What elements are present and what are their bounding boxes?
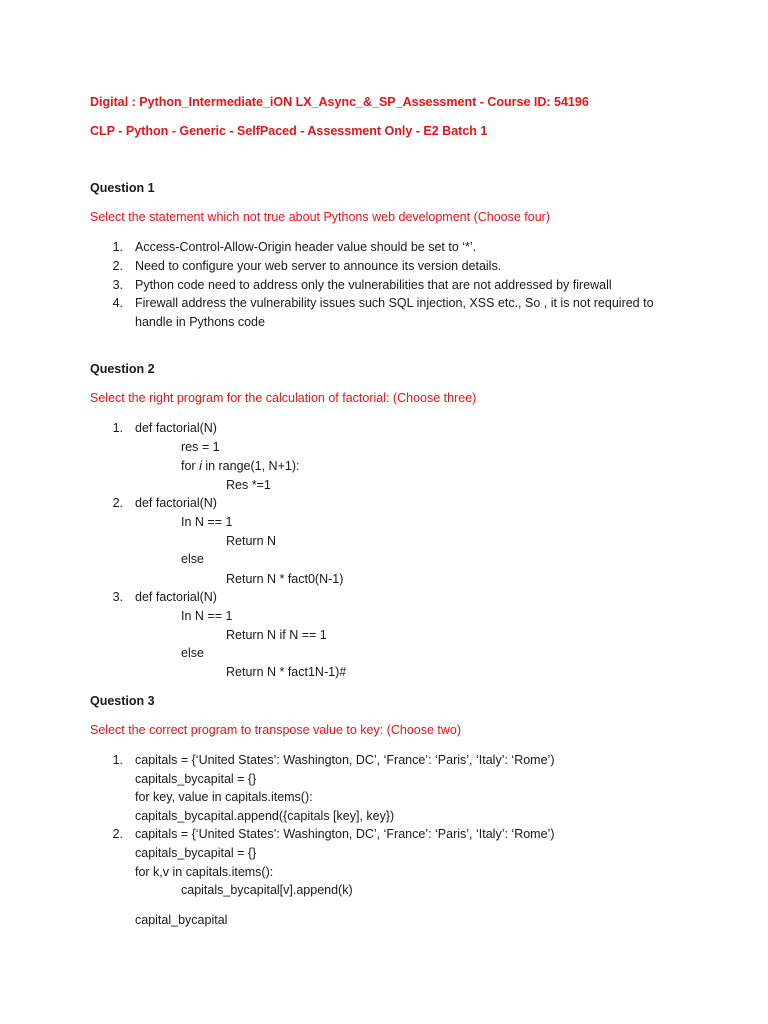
q2-option-3-line-4: else [181, 646, 204, 660]
q2-option-3-number: 3. [112, 590, 123, 604]
q3-option-2-line-5: capital_bycapital [135, 913, 228, 927]
q1-option-1-number: 1. [112, 240, 123, 254]
q3-option-2-line-2: capitals_bycapital = {} [135, 846, 257, 860]
q1-option-4-text: Firewall address the vulnerability issues such SQL injection, XSS etc., So , it is not required to [135, 296, 654, 310]
q3-option-2-line-3: for k,v in capitals.items(): [135, 865, 274, 879]
q2-option-2-line-1: def factorial(N) [135, 496, 217, 510]
q2-option-2-line-2: In N == 1 [181, 515, 233, 529]
q3-option-1-line-2: capitals_bycapital = {} [135, 772, 257, 786]
q2-option-2-line-4: else [181, 552, 204, 566]
question-1-prompt: Select the statement which not true about Pythons web development (Choose four) [90, 210, 550, 224]
course-title: Digital : Python_Intermediate_iON LX_Async_&_SP_Assessment - Course ID: 54196 [90, 95, 589, 109]
batch-title: CLP - Python - Generic - SelfPaced - Assessment Only - E2 Batch 1 [90, 124, 488, 138]
q1-option-2-number: 2. [112, 259, 123, 273]
q1-option-2-text: Need to configure your web server to announce its version details. [135, 259, 502, 273]
q1-option-4-number: 4. [112, 296, 123, 310]
q1-option-1-text: Access-Control-Allow-Origin header value should be set to ‘*’. [135, 240, 477, 254]
q2-option-1-line-4: Res *=1 [226, 478, 271, 492]
q3-option-1-line-3: for key, value in capitals.items(): [135, 790, 313, 804]
q3-option-2-line-4: capitals_bycapital[v].append(k) [181, 883, 353, 897]
q2-option-1-line-1: def factorial(N) [135, 421, 217, 435]
q1-option-3-number: 3. [112, 278, 123, 292]
q2-option-3-line-2: In N == 1 [181, 609, 233, 623]
question-3-prompt: Select the correct program to transpose value to key: (Choose two) [90, 723, 462, 737]
q1-option-4-text-cont: handle in Pythons code [135, 315, 265, 329]
question-3-title: Question 3 [90, 694, 155, 708]
q2-option-3-line-3: Return N if N == 1 [226, 628, 327, 642]
q3-option-1-number: 1. [112, 753, 123, 767]
q1-option-3-text: Python code need to address only the vulnerabilities that are not addressed by firewall [135, 278, 612, 292]
question-2-title: Question 2 [90, 362, 155, 376]
q2-option-1-line-3: for i in range(1, N+1): [181, 459, 300, 473]
q2-option-2-line-5: Return N * fact0(N-1) [226, 572, 344, 586]
q2-option-1-line-2: res = 1 [181, 440, 220, 454]
question-2-prompt: Select the right program for the calculation of factorial: (Choose three) [90, 391, 477, 405]
q2-option-2-number: 2. [112, 496, 123, 510]
q2-option-2-line-3: Return N [226, 534, 277, 548]
question-1-title: Question 1 [90, 181, 155, 195]
q2-option-1-number: 1. [112, 421, 123, 435]
q3-option-2-line-1: capitals = {‘United States’: Washington, DC’, ‘France’: ‘Paris’, ‘Italy’: ‘Rome’) [135, 827, 555, 841]
q3-option-2-number: 2. [112, 827, 123, 841]
q2-option-3-line-5: Return N * fact1N-1)# [226, 665, 347, 679]
q3-option-1-line-1: capitals = {‘United States’: Washington, DC’, ‘France’: ‘Paris’, ‘Italy’: ‘Rome’) [135, 753, 555, 767]
q2-option-3-line-1: def factorial(N) [135, 590, 217, 604]
q3-option-1-line-4: capitals_bycapital.append({capitals [key], key}) [135, 809, 395, 823]
